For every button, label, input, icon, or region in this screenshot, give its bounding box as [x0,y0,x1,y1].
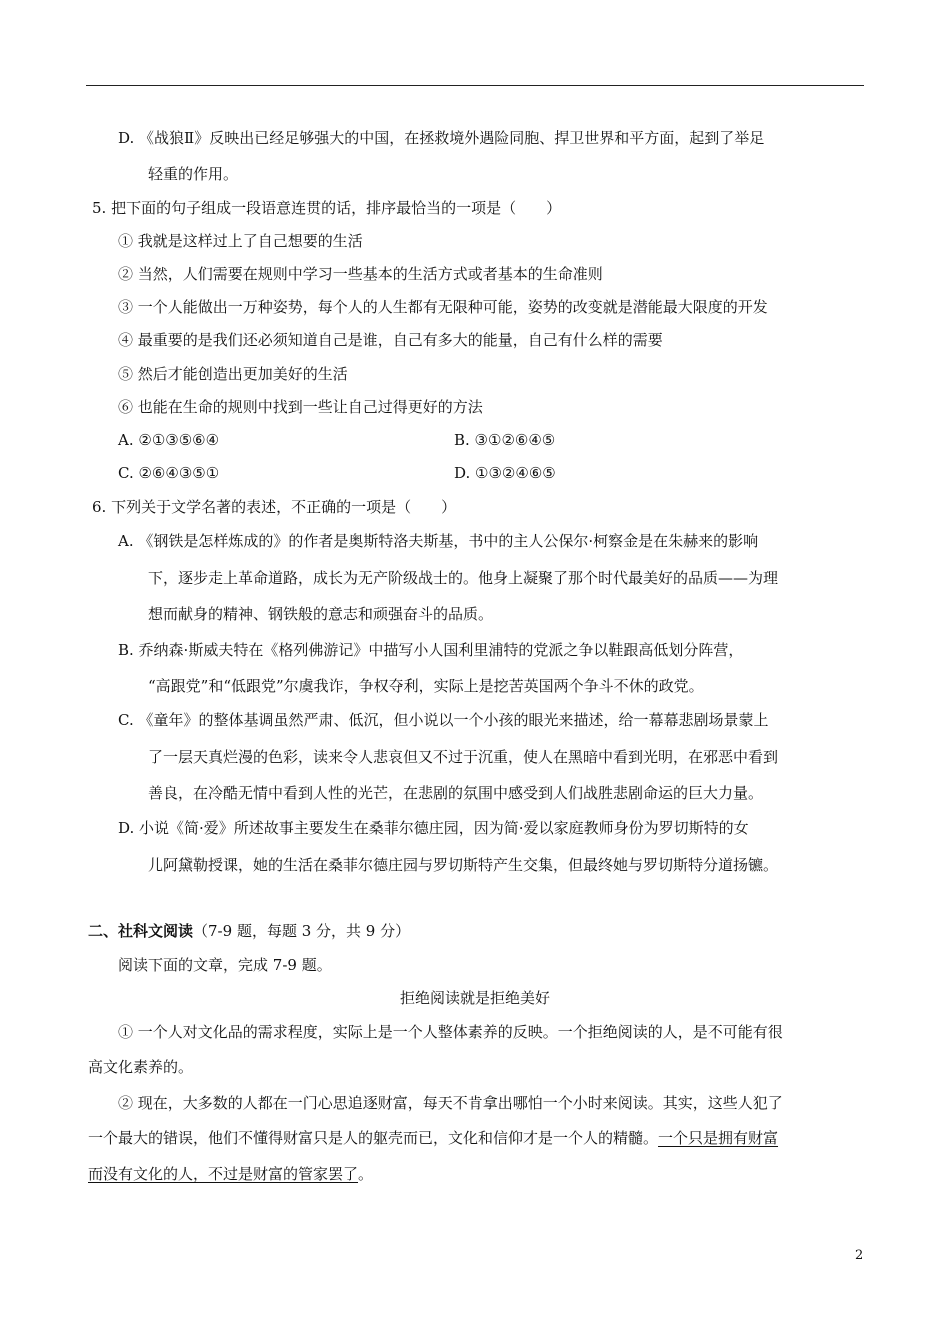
underlined-sentence: 一个只是拥有财富 [658,1129,779,1147]
q5-sentence: ① 我就是这样过上了自己想要的生活 [118,232,363,250]
q6-option-b: B. 乔纳森·斯威夫特在《格列佛游记》中描写小人国利里浦特的党派之争以鞋跟高低划分阵营， [118,641,744,659]
q6-option-d: D. 小说《简·爱》所述故事主要发生在桑菲尔德庄园，因为简·爱以家庭教师身份为罗切斯特的女 [118,819,749,837]
article-paragraph-1-cont: 高文化素养的。 [88,1058,194,1076]
q6-option-a-cont: 下，逐步走上革命道路，成长为无产阶级战士的。他身上凝聚了那个时代最美好的品质——为理 [148,569,779,587]
q6-option-c-cont: 善良，在冷酷无情中看到人性的光芒，在悲剧的氛围中感受到人们战胜悲剧命运的巨大力量。 [148,784,764,802]
article-paragraph-1: ① 一个人对文化品的需求程度，实际上是一个人整体素养的反映。一个拒绝阅读的人，是不可能有很 [118,1023,783,1041]
section-heading [88,921,410,941]
article-paragraph-2-cont [88,1128,778,1148]
q5-stem: 5. 把下面的句子组成一段语意连贯的话，排序最恰当的一项是（ ） [92,199,562,217]
paragraph-text: 一个最大的错误，他们不懂得财富只是人的躯壳而已，文化和信仰才是一个人的精髓。 [88,1129,659,1147]
reading-instruction: 阅读下面的文章，完成 7-9 题。 [118,956,332,974]
q5-sentence: ⑥ 也能在生命的规则中找到一些让自己过得更好的方法 [118,398,483,416]
q6-option-a: A. 《钢铁是怎样炼成的》的作者是奥斯特洛夫斯基，书中的主人公保尔·柯察金是在朱赫来的影响 [118,532,759,550]
q6-option-d-cont: 儿阿黛勒授课，她的生活在桑菲尔德庄园与罗切斯特产生交集，但最终她与罗切斯特分道扬镳。 [148,856,779,874]
q5-option-a: A. ②①③⑤⑥④ [118,431,220,449]
q6-option-c-cont: 了一层天真烂漫的色彩，读来令人悲哀但又不过于沉重，使人在黑暗中看到光明，在邪恶中看到 [148,748,779,766]
q5-option-c: C. ②⑥④③⑤① [118,464,220,482]
q4-option-d-cont: 轻重的作用。 [148,165,239,183]
q5-sentence: ③ 一个人能做出一万种姿势，每个人的人生都有无限种可能，姿势的改变就是潜能最大限度的开发 [118,298,768,316]
q5-sentence: ④ 最重要的是我们还必须知道自己是谁，自己有多大的能量，自己有什么样的需要 [118,331,663,349]
underlined-sentence: 而没有文化的人，不过是财富的管家罢了 [88,1165,359,1183]
paragraph-text: 。 [358,1165,374,1183]
q5-sentence: ② 当然，人们需要在规则中学习一些基本的生活方式或者基本的生命准则 [118,265,603,283]
article-paragraph-2-cont [88,1164,373,1184]
section-title: 二、社科文阅读 [88,922,194,940]
q5-sentence: ⑤ 然后才能创造出更加美好的生活 [118,365,348,383]
q4-option-d: D. 《战狼Ⅱ》反映出已经足够强大的中国，在拯救境外遇险同胞、捍卫世界和平方面，起到了举足 [118,129,765,147]
q6-option-a-cont: 想而献身的精神、钢铁般的意志和顽强奋斗的品质。 [148,605,494,623]
page-number: 2 [855,1248,864,1263]
article-paragraph-2: ② 现在，大多数的人都在一门心思追逐财富，每天不肯拿出哪怕一个小时来阅读。其实，这些人犯了 [118,1094,783,1112]
article-title: 拒绝阅读就是拒绝美好 [399,989,550,1007]
q6-option-c: C. 《童年》的整体基调虽然严肃、低沉，但小说以一个小孩的眼光来描述，给一幕幕悲剧场景蒙上 [118,711,769,729]
q6-stem: 6. 下列关于文学名著的表述，不正确的一项是（ ） [92,498,457,516]
q5-option-d: D. ①③②④⑥⑤ [454,464,556,482]
section-note: （7-9 题，每题 3 分，共 9 分） [193,922,411,940]
q5-option-b: B. ③①②⑥④⑤ [454,431,556,449]
q6-option-b-cont: “高跟党”和“低跟党”尔虞我诈，争权夺利，实际上是挖苦英国两个争斗不休的政党。 [148,677,704,695]
header-rule [86,85,864,86]
